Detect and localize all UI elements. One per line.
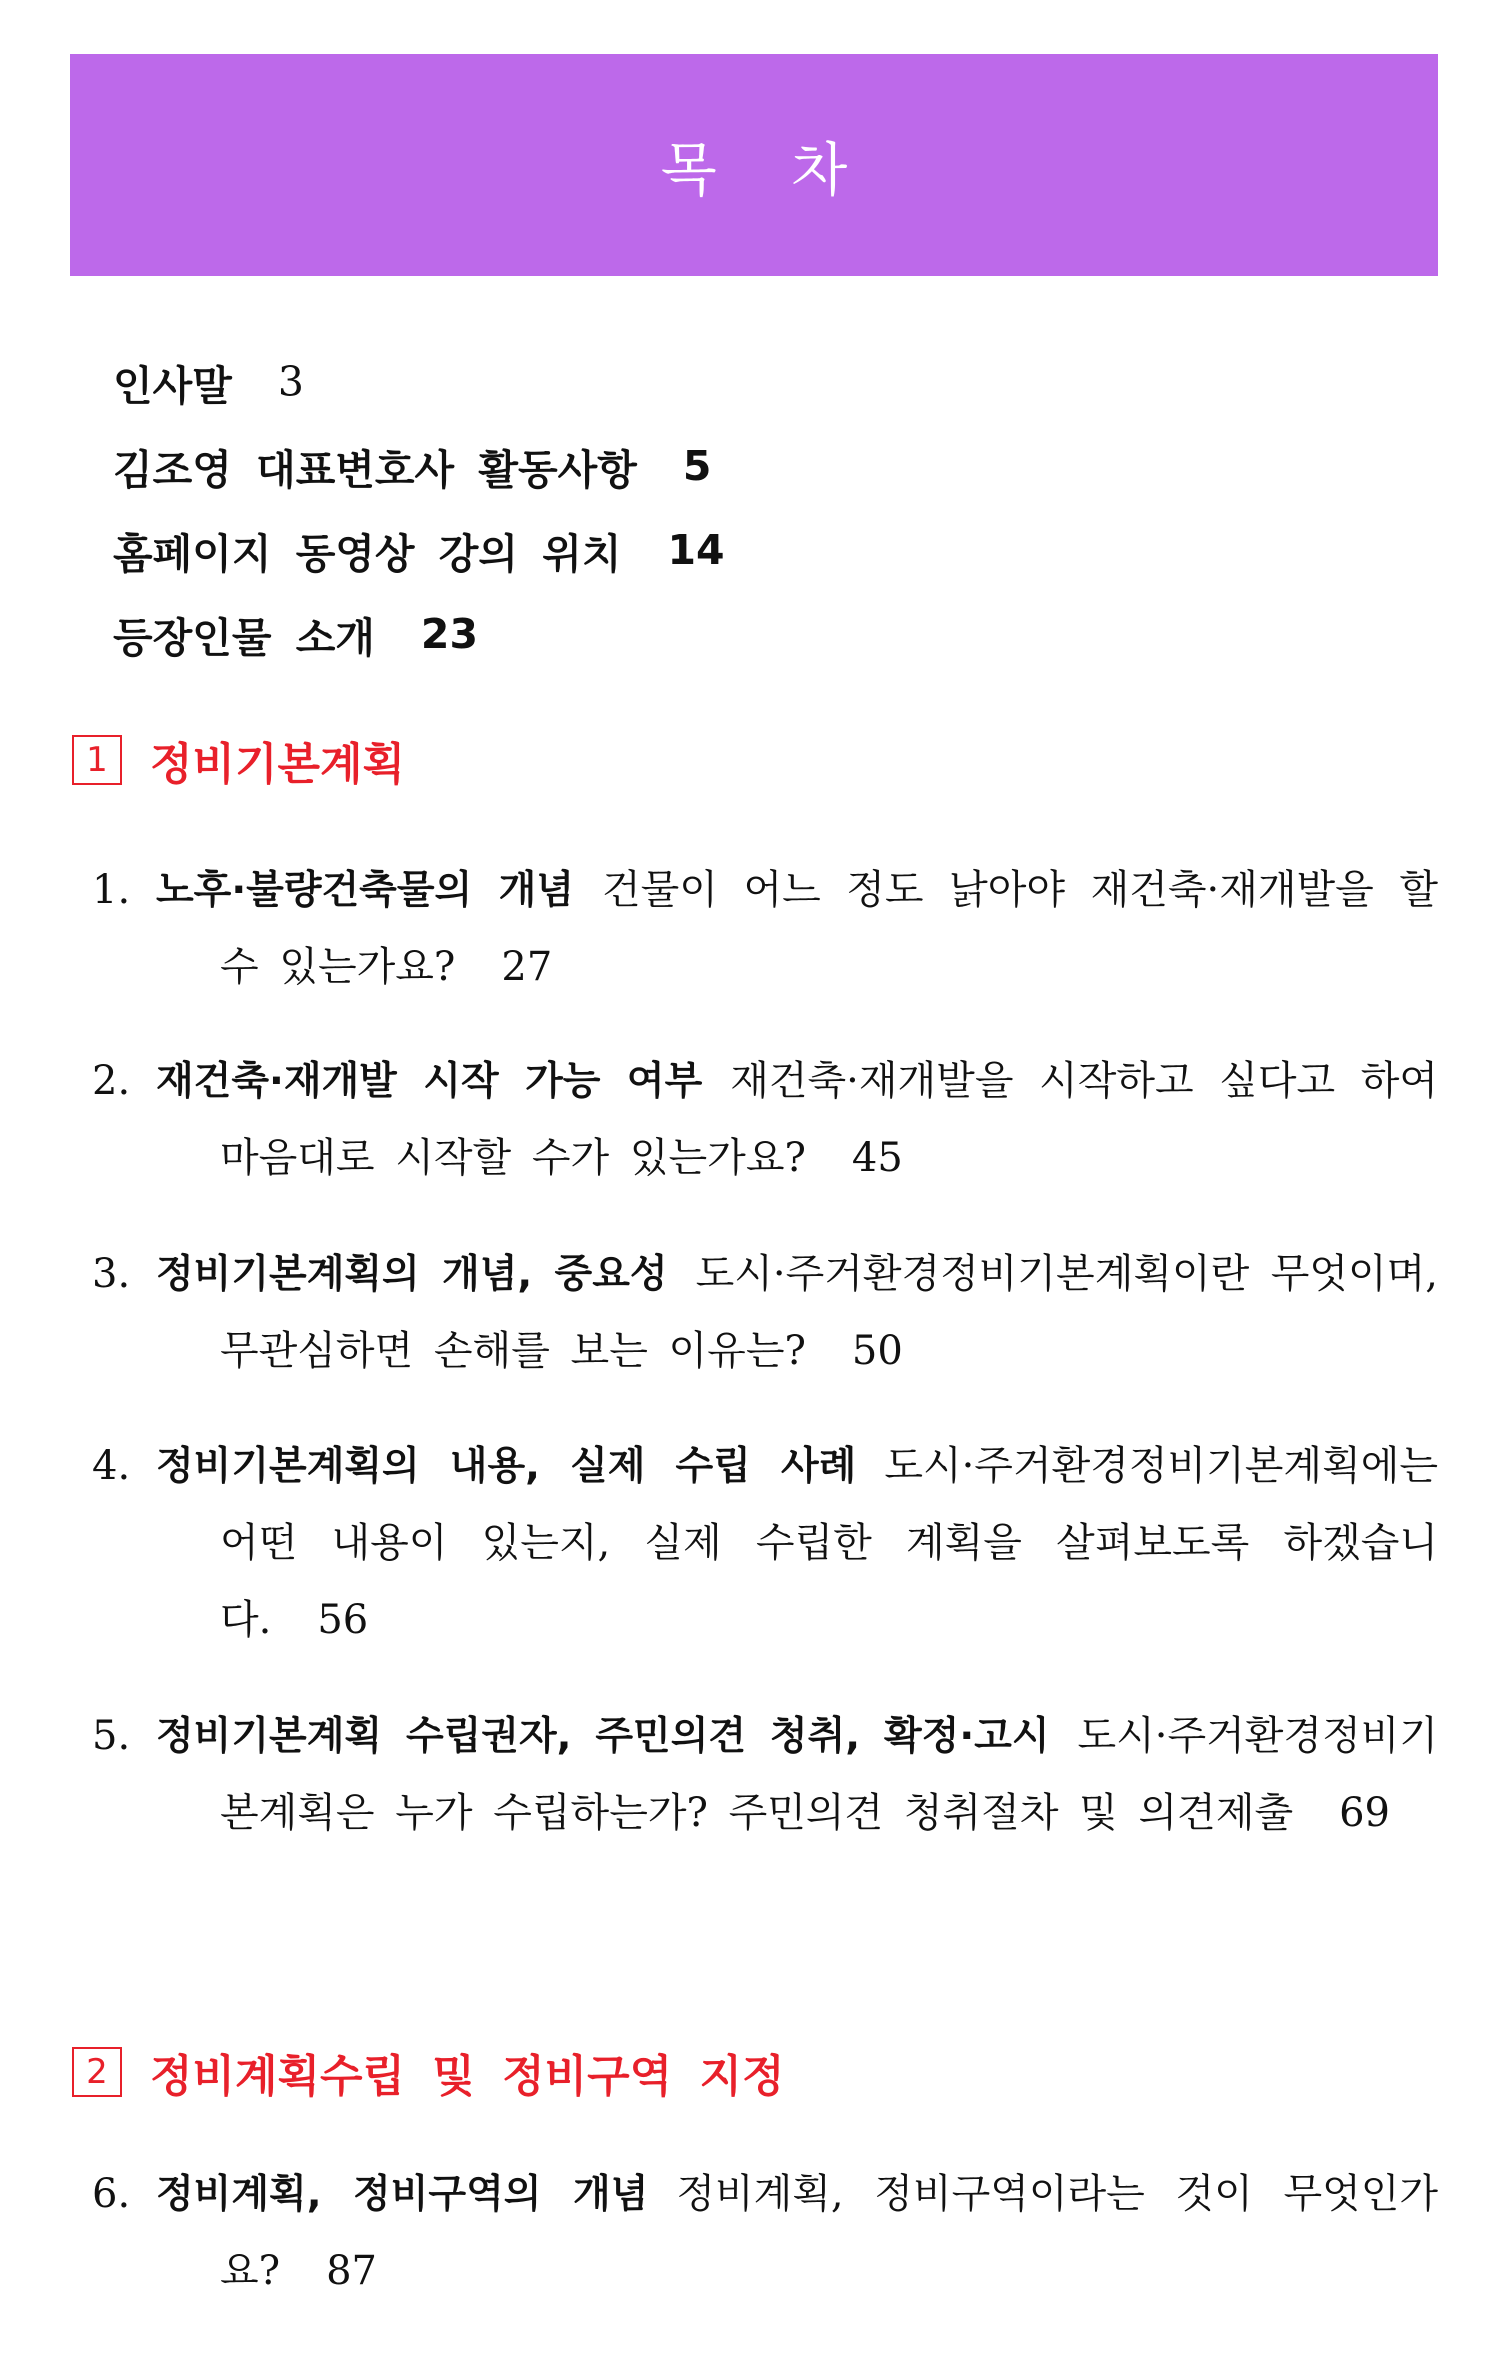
toc-entry[interactable] [92,1236,1438,1390]
entry-description: 건물이 어느 정도 낡아야 재건축·재개발을 할 수 있는가요? [220,867,1438,990]
entry-title: 정비기본계획의 내용, 실제 수립 사례 [156,1444,857,1489]
toc-entry[interactable] [92,1043,1438,1197]
entry-title: 정비기본계획의 개념, 중요성 [156,1252,668,1297]
entry-page: 27 [501,944,553,990]
toc-title: 목 차 [660,136,876,204]
intro-item-page: 23 [420,610,478,658]
entry-description: 도시·주거환경정비기본계획은 누가 수립하는가? 주민의견 청취절차 및 의견제출 [220,1713,1438,1836]
intro-list [113,340,725,676]
chapter-title: 정비계획수립 및 정비구역 지정 [150,2051,785,2102]
entry-number: 4. [92,1443,131,1489]
intro-item-label: 홈페이지 동영상 강의 위치 [113,529,622,578]
entry-page: 50 [851,1328,903,1374]
chapter-number-box: 1 [72,735,122,785]
entry-page: 87 [326,2248,377,2294]
intro-item[interactable] [113,592,725,676]
intro-item-page: 14 [667,526,725,574]
toc-entry[interactable] [92,2156,1438,2310]
intro-item[interactable] [113,508,725,592]
intro-item[interactable] [113,340,725,424]
entry-number: 6. [92,2171,131,2217]
entry-page: 56 [317,1597,369,1643]
intro-item-page: 3 [277,358,304,406]
entry-number: 3. [92,1251,131,1297]
toc-entry[interactable] [92,1698,1438,1852]
toc-banner [70,54,1438,276]
entry-title: 노후·불량건축물의 개념 [156,868,574,913]
entry-title: 정비계획, 정비구역의 개념 [156,2172,649,2217]
entry-number: 2. [92,1058,131,1104]
intro-item-label: 김조영 대표변호사 활동사항 [113,445,637,494]
intro-item-label: 인사말 [113,361,232,410]
chapter-heading[interactable] [72,728,405,792]
entry-description: 도시·주거환경정비기본계획에는 어떤 내용이 있는지, 실제 수립한 계획을 살펴보도록 하겠습니다. [220,1443,1438,1643]
entry-number: 1. [92,867,131,913]
entry-description: 재건축·재개발을 시작하고 싶다고 하여 마음대로 시작할 수가 있는가요? [220,1058,1438,1181]
intro-item-page: 5 [682,442,712,490]
intro-item[interactable] [113,424,725,508]
chapter-title: 정비기본계획 [150,739,406,790]
toc-entry[interactable] [92,1428,1438,1659]
chapter-heading[interactable] [72,2040,785,2104]
entry-page: 45 [851,1135,903,1181]
entry-number: 5. [92,1713,131,1759]
intro-item-label: 등장인물 소개 [113,613,375,662]
entry-description: 정비계획, 정비구역이라는 것이 무엇인가요? [220,2171,1438,2294]
entry-description: 도시·주거환경정비기본계획이란 무엇이며, 무관심하면 손해를 보는 이유는? [220,1251,1438,1374]
entry-title: 정비기본계획 수립권자, 주민의견 청취, 확정·고시 [156,1714,1050,1759]
toc-entry[interactable] [92,852,1438,1006]
entry-title: 재건축·재개발 시작 가능 여부 [156,1059,703,1104]
entry-page: 69 [1339,1790,1390,1836]
chapter-number-box: 2 [72,2047,122,2097]
